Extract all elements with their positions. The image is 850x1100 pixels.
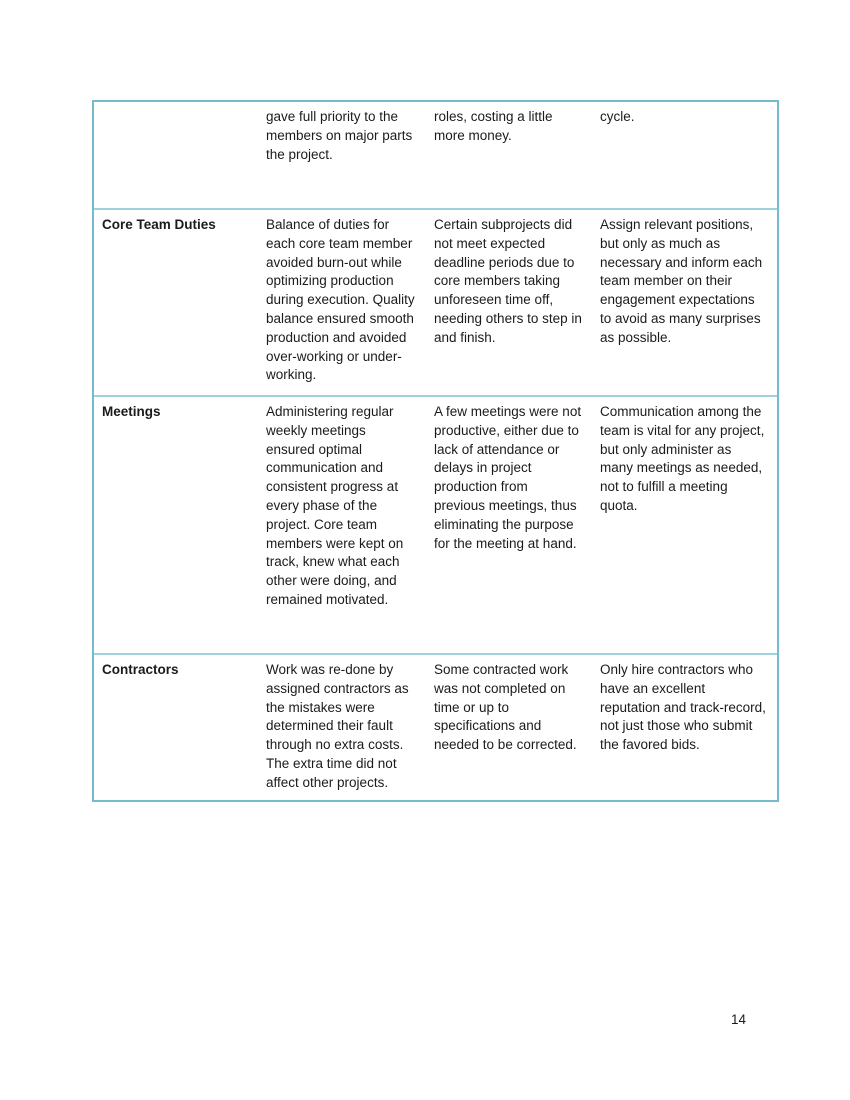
table-cell: Assign relevant positions, but only as much as necessary and inform each team member on their engagement expectations to avoid as many surprises as possible. (600, 217, 763, 345)
table-cell: Communication among the team is vital for any project, but only administer as many meetings as needed, not to fulfill a meeting quota. (600, 404, 765, 513)
page-number: 14 (731, 1012, 747, 1027)
table-cell: cycle. (600, 109, 635, 124)
table-row-core-team-duties (94, 208, 777, 395)
row-label (94, 102, 258, 208)
table-cell: Only hire contractors who have an excellent reputation and track-record, not just those who submit the favored bids. (600, 662, 766, 753)
row-label: Core Team Duties (102, 217, 216, 232)
table-cell: roles, costing a little more money. (434, 109, 553, 143)
table-row-contractors (94, 653, 777, 800)
table-row-continuation (94, 102, 777, 208)
table-cell: A few meetings were not productive, either due to lack of attendance or delays in project production from previous meetings, thus eliminating the purpose for the meeting at hand. (434, 404, 582, 551)
table-cell: Administering regular weekly meetings ensured optimal communication and consistent progress at every phase of the project. Core team members were kept on track, knew what each other were doing, and remained motivated. (266, 404, 404, 607)
table-cell: Balance of duties for each core team member avoided burn-out while optimizing production during execution. Quality balance ensured smooth production and avoided over-working or under-working. (266, 217, 415, 383)
table-cell: gave full priority to the members on major parts the project. (266, 109, 413, 162)
table-cell: Certain subprojects did not meet expected deadline periods due to core members taking unforeseen time off, needing others to step in and finish. (434, 217, 582, 345)
table-row-meetings (94, 395, 777, 653)
rubric-table (92, 100, 779, 802)
table-cell: Work was re-done by assigned contractors as the mistakes were determined their fault through no extra costs. The extra time did not affect other projects. (266, 662, 409, 790)
row-label: Meetings (102, 404, 161, 419)
table-cell: Some contracted work was not completed on time or up to specifications and needed to be corrected. (434, 662, 577, 753)
row-label: Contractors (102, 662, 179, 677)
